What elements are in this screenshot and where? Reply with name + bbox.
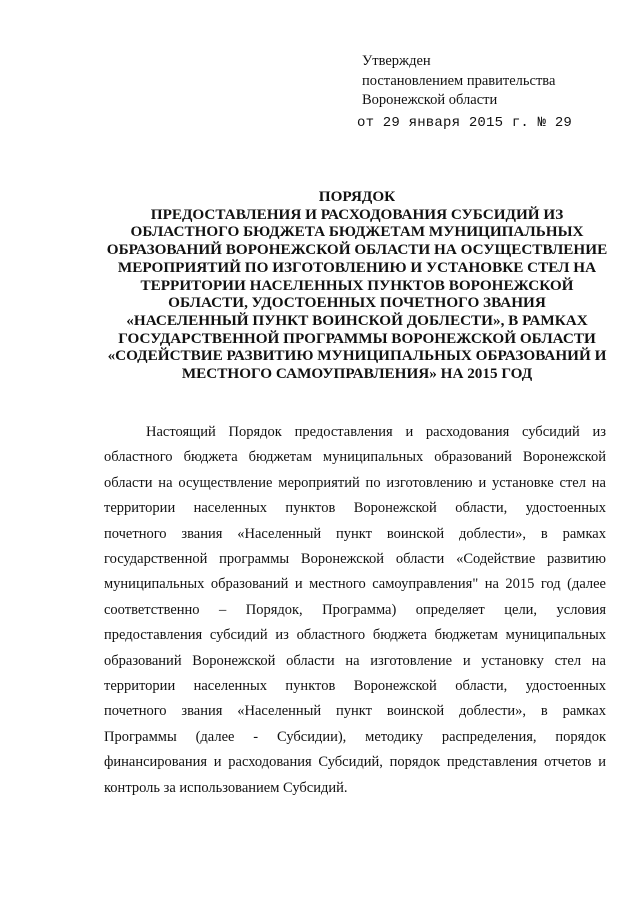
body-line: почетного звания «Населенный пункт воинской доблести», в рамках <box>104 703 606 720</box>
body-line: территории населенных пунктов Воронежской области, удостоенных <box>104 500 606 517</box>
body-line: почетного звания «Населенный пункт воинской доблести», в рамках <box>104 525 606 542</box>
title-line: ОБЛАСТИ, УДОСТОЕННЫХ ПОЧЕТНОГО ЗВАНИЯ <box>168 294 546 312</box>
title-line: МЕРОПРИЯТИЙ ПО ИЗГОТОВЛЕНИЮ И УСТАНОВКЕ СТЕЛ НА <box>117 258 597 276</box>
title-line: ОБЛАСТНОГО БЮДЖЕТА БЮДЖЕТАМ МУНИЦИПАЛЬНЫХ <box>130 223 584 241</box>
title-line: ГОСУДАРСТВЕННОЙ ПРОГРАММЫ ВОРОНЕЖСКОЙ ОБЛАСТИ <box>118 329 596 347</box>
body-line: территории населенных пунктов Воронежской области, удостоенных <box>104 678 606 695</box>
body-paragraph <box>104 420 606 801</box>
body-line: финансирования и расходования Субсидий, порядок представления отчетов и <box>104 754 606 771</box>
body-line: Программы (далее - Субсидии), методику распределения, порядок <box>104 728 606 745</box>
body-line: контроль за использованием Субсидий. <box>104 779 348 796</box>
approval-line-approved: Утвержден <box>362 53 431 69</box>
body-line: предоставления субсидий из областного бюджета бюджетам муниципальных <box>104 627 606 644</box>
title-line: «СОДЕЙСТВИЕ РАЗВИТИЮ МУНИЦИПАЛЬНЫХ ОБРАЗОВАНИЙ И <box>107 347 607 365</box>
title-line: ПРЕДОСТАВЛЕНИЯ И РАСХОДОВАНИЯ СУБСИДИЙ ИЗ <box>150 205 564 223</box>
title-line: ТЕРРИТОРИИ НАСЕЛЕННЫХ ПУНКТОВ ВОРОНЕЖСКОЙ <box>140 276 574 294</box>
body-line: государственной программы Воронежской области «Содействие развитию <box>104 551 606 568</box>
title-line: «НАСЕЛЕННЫЙ ПУНКТ ВОИНСКОЙ ДОБЛЕСТИ», В РАМКАХ <box>126 311 588 329</box>
title-line: МЕСТНОГО САМОУПРАВЛЕНИЯ» НА 2015 ГОД <box>181 365 533 383</box>
approval-line-resolution: постановлением правительства <box>362 72 556 89</box>
body-line: образований Воронежской области на изготовление и установку стел на <box>104 652 606 669</box>
body-line: соответственно – Порядок, Программа) определяет цели, условия <box>104 601 606 618</box>
title-line: ОБРАЗОВАНИЙ ВОРОНЕЖСКОЙ ОБЛАСТИ НА ОСУЩЕСТВЛЕНИЕ <box>106 241 608 259</box>
approval-line-region: Воронежской области <box>362 92 498 108</box>
body-line: Настоящий Порядок предоставления и расходования субсидий из <box>146 424 606 440</box>
body-line: области на осуществление мероприятий по изготовлению и установке стел на <box>104 474 606 491</box>
body-line: муниципальных образований и местного самоуправления" на 2015 год (далее <box>104 576 606 593</box>
approval-date-number: от 29 января 2015 г. № 29 <box>357 114 573 131</box>
title-heading: ПОРЯДОК <box>318 188 396 205</box>
document-title <box>100 188 614 383</box>
approval-block <box>357 52 622 133</box>
body-line: областного бюджета бюджетам муниципальных образований Воронежской <box>104 449 606 466</box>
